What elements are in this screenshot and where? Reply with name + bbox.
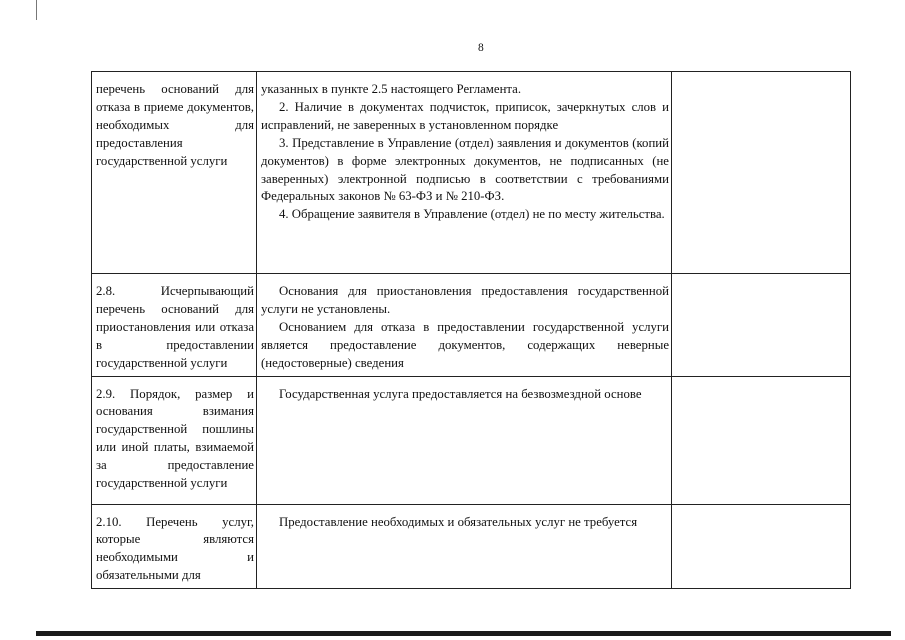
content-paragraph: указанных в пункте 2.5 настоящего Регламента. [261, 82, 522, 96]
table-row [92, 274, 851, 377]
content-paragraph: Основания для приостановления предоставления государственной услуги не установлены. [261, 284, 669, 316]
content-paragraph: Основанием для отказа в предоставлении государственной услуги является предоставление документов, содержащих неверные (недостоверные) сведения [261, 319, 669, 370]
page-number: 8 [478, 42, 484, 54]
table-cell-section-content [257, 376, 672, 504]
table-cell-section-content [257, 504, 672, 589]
table-cell-section-name: 2.8. Исчерпывающий перечень оснований для приостановления или отказа в предоставлении государственной услуги [92, 274, 257, 377]
content-paragraph: Предоставление необходимых и обязательных услуг не требуется [279, 514, 638, 529]
table-cell-section-name: 2.9. Порядок, размер и основания взимания государственной пошлины или иной платы, взимаемой за предоставление государственной услуги [92, 376, 257, 504]
content-paragraph: Государственная услуга предоставляется на безвозмездной основе [279, 386, 642, 401]
table-row [92, 376, 851, 504]
content-paragraph: 2. Наличие в документах подчисток, приписок, зачеркнутых слов и исправлений, не заверенных в установленном порядке [261, 99, 669, 132]
table-cell-note [672, 72, 851, 274]
page-bottom-border [36, 631, 891, 636]
table-cell-section-content [257, 274, 672, 377]
table-cell-note [672, 376, 851, 504]
content-paragraph: 4. Обращение заявителя в Управление (отдел) не по месту жительства. [279, 207, 665, 222]
scan-edge-mark [36, 0, 37, 20]
table-cell-section-name: перечень оснований для отказа в приеме документов, необходимых для предоставления государственной услуги [92, 72, 257, 274]
table-cell-section-name: 2.10. Перечень услуг, которые являются необходимыми и обязательными для [92, 504, 257, 589]
content-paragraph: 3. Представление в Управление (отдел) заявления и документов (копий документов) в форме электронных документов, не подписанных (не заверенных) электронной подписью в соответствии с требованиями Федеральных законов № 63-ФЗ и № 210-ФЗ. [261, 135, 669, 204]
table-cell-note [672, 504, 851, 589]
table-cell-section-content [257, 72, 672, 274]
table-cell-note [672, 274, 851, 377]
table-row [92, 504, 851, 589]
regulation-table [91, 71, 851, 589]
table-row [92, 72, 851, 274]
